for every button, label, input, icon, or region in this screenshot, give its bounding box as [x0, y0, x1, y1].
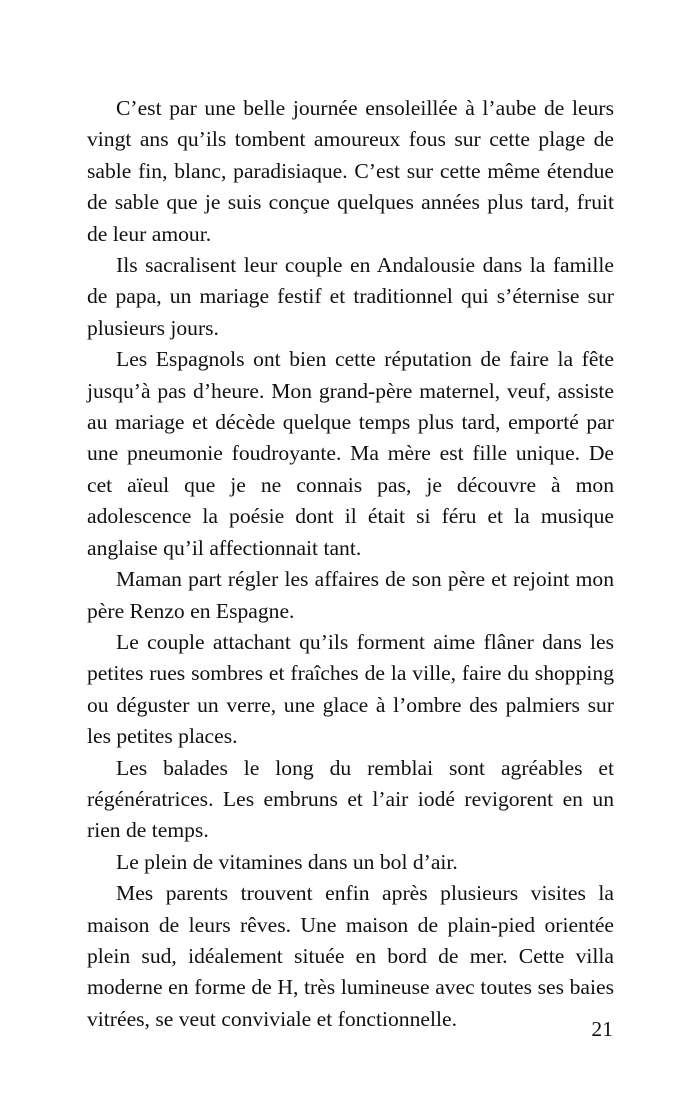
paragraph: Maman part régler les affaires de son père et rejoint mon père Renzo en Espagne.	[87, 567, 614, 623]
paragraph: Les balades le long du remblai sont agréables et régénératrices. Les embruns et l’air iodé revigorent en un rien de temps.	[87, 755, 614, 843]
paragraph: C’est par une belle journée ensoleillée à l’aube de leurs vingt ans qu’ils tombent amoureux fous sur cette plage de sable fin, blanc, paradisiaque. C’est sur cette même étendue de sable que je suis conçue quelques années plus tard, fruit de leur amour.	[87, 96, 614, 246]
body-text	[87, 93, 614, 1035]
page-number: 21	[591, 1017, 613, 1041]
paragraph: Mes parents trouvent enfin après plusieurs visites la maison de leurs rêves. Une maison de plain-pied orientée plein sud, idéalement située en bord de mer. Cette villa moderne en forme de H, très lumineuse avec toutes ses baies vitrées, se veut conviviale et fonctionnelle.	[87, 881, 614, 1031]
paragraph: Ils sacralisent leur couple en Andalousie dans la famille de papa, un mariage festif et traditionnel qui s’éternise sur plusieurs jours.	[87, 253, 614, 340]
paragraph: Les Espagnols ont bien cette réputation de faire la fête jusqu’à pas d’heure. Mon grand-père maternel, veuf, assiste au mariage et décède quelque temps plus tard, emporté par une pneumonie foudroyante. Ma mère est fille unique. De cet aïeul que je ne connais pas, je découvre à mon adolescence la poésie dont il était si féru et la musique anglaise qu’il affectionnait tant.	[87, 347, 614, 560]
paragraph: Le couple attachant qu’ils forment aime flâner dans les petites rues sombres et fraîches de la ville, faire du shopping ou déguster un verre, une glace à l’ombre des palmiers sur les petites places.	[87, 629, 614, 749]
paragraph: Le plein de vitamines dans un bol d’air.	[116, 849, 458, 874]
